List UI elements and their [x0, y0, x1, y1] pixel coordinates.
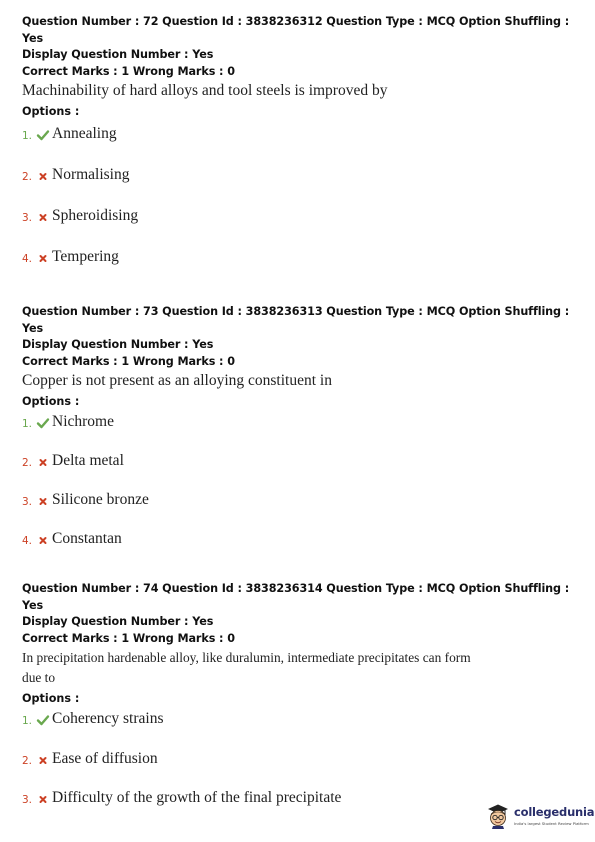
option-item — [22, 751, 582, 790]
option-item — [22, 453, 582, 492]
cross-icon — [36, 494, 50, 508]
options-label: Options : — [22, 692, 80, 705]
option-number: 3. — [22, 496, 33, 508]
cross-icon — [36, 792, 50, 806]
checkmark-icon — [36, 713, 50, 727]
option-item — [22, 414, 582, 453]
options-label: Options : — [22, 395, 80, 408]
checkmark-icon — [36, 416, 50, 430]
option-item — [22, 249, 582, 290]
option-number: 3. — [22, 794, 33, 806]
option-text: Constantan — [52, 530, 122, 547]
display-question-number: Display Question Number : Yes — [22, 48, 214, 61]
option-text: Difficulty of the growth of the final precipitate — [52, 789, 342, 806]
option-text: Silicone bronze — [52, 491, 149, 508]
option-number: 4. — [22, 253, 33, 265]
option-text: Coherency strains — [52, 710, 164, 727]
question-header: Question Number : 72 Question Id : 3838236312 Question Type : MCQ Option Shuffling : Yes — [22, 15, 570, 45]
option-number: 2. — [22, 171, 33, 183]
display-question-number: Display Question Number : Yes — [22, 615, 214, 628]
option-text: Delta metal — [52, 452, 124, 469]
options-label: Options : — [22, 105, 80, 118]
question-block-73 — [22, 304, 582, 570]
collegedunia-logo — [486, 803, 595, 833]
checkmark-icon — [36, 128, 50, 142]
question-text: Machinability of hard alloys and tool steels is improved by — [22, 82, 388, 99]
option-item — [22, 711, 582, 751]
option-text: Tempering — [52, 248, 119, 265]
marks-info: Correct Marks : 1 Wrong Marks : 0 — [22, 64, 235, 78]
option-item — [22, 167, 582, 208]
option-item — [22, 126, 582, 167]
option-item — [22, 492, 582, 531]
cross-icon — [36, 533, 50, 547]
marks-info: Correct Marks : 1 Wrong Marks : 0 — [22, 354, 235, 368]
option-item — [22, 208, 582, 249]
question-header: Question Number : 73 Question Id : 3838236313 Question Type : MCQ Option Shuffling : Yes — [22, 305, 570, 335]
option-text: Spheroidising — [52, 207, 139, 224]
option-number: 4. — [22, 535, 33, 547]
brand-name: collegedunia — [514, 805, 595, 819]
cross-icon — [36, 169, 50, 183]
option-text: Ease of diffusion — [52, 750, 158, 767]
cross-icon — [36, 251, 50, 265]
question-text-line-1: In precipitation hardenable alloy, like duralumin, intermediate precipitates can form — [22, 650, 471, 665]
option-number: 2. — [22, 755, 33, 767]
student-mascot-icon — [486, 803, 510, 829]
option-number: 1. — [22, 715, 33, 727]
question-text-line-2: due to — [22, 670, 56, 685]
option-item — [22, 531, 582, 570]
option-text: Annealing — [52, 125, 117, 142]
brand-tagline: India's largest Student Review Platform — [514, 821, 589, 826]
marks-info: Correct Marks : 1 Wrong Marks : 0 — [22, 631, 235, 645]
question-header: Question Number : 74 Question Id : 3838236314 Question Type : MCQ Option Shuffling : Yes — [22, 582, 570, 612]
question-text: Copper is not present as an alloying constituent in — [22, 372, 332, 389]
display-question-number: Display Question Number : Yes — [22, 338, 214, 351]
option-text: Nichrome — [52, 413, 114, 430]
question-block-72 — [22, 14, 582, 290]
cross-icon — [36, 753, 50, 767]
cross-icon — [36, 455, 50, 469]
option-text: Normalising — [52, 166, 130, 183]
option-number: 1. — [22, 130, 33, 142]
option-number: 3. — [22, 212, 33, 224]
option-number: 2. — [22, 457, 33, 469]
question-block-74 — [22, 581, 582, 820]
cross-icon — [36, 210, 50, 224]
option-number: 1. — [22, 418, 33, 430]
